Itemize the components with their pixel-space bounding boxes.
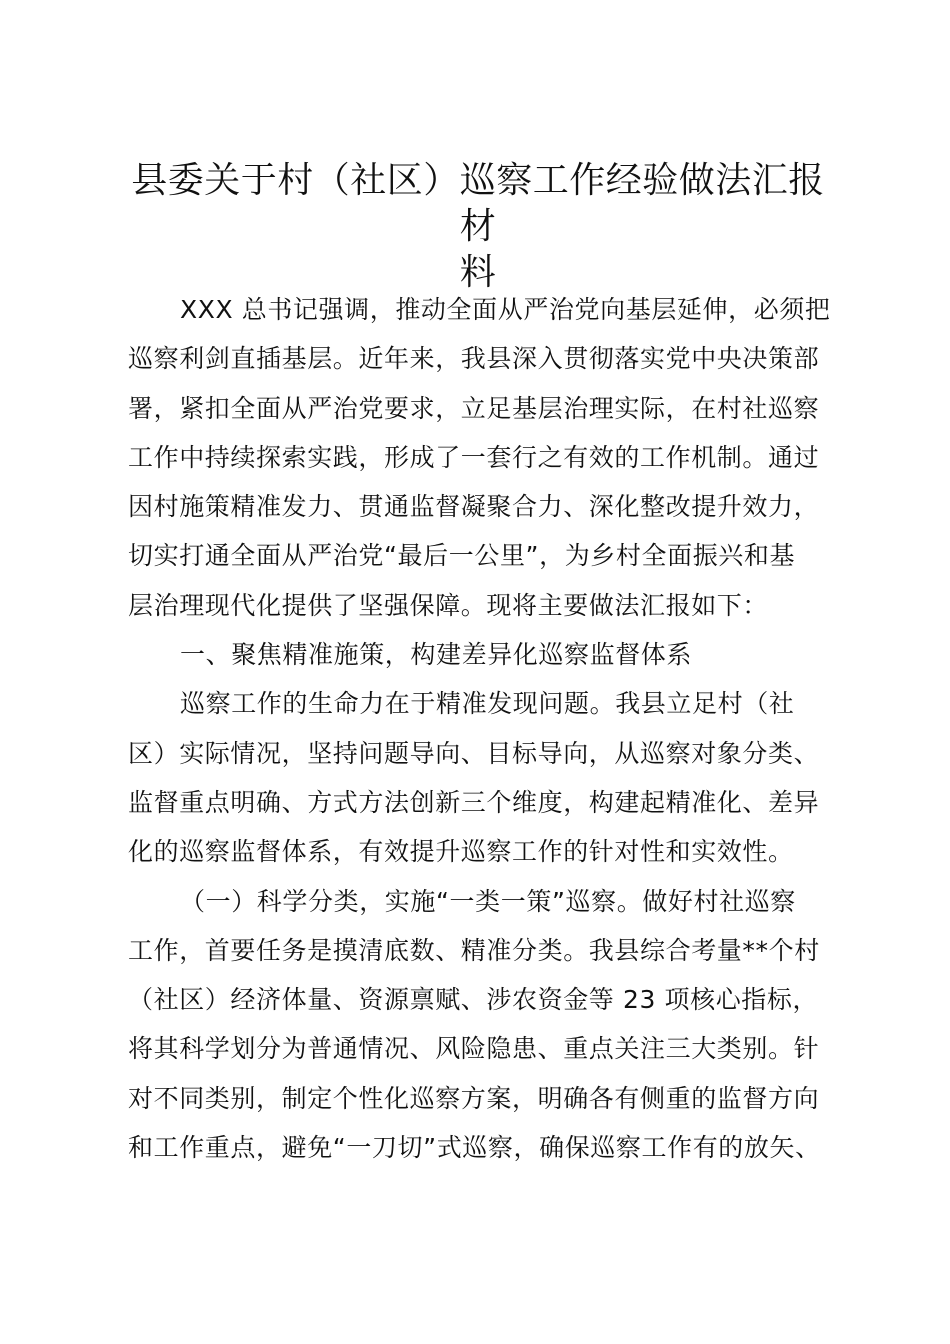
paragraph-intro-line: 因村施策精准发力、贯通监督凝聚合力、深化整改提升效力， [128, 492, 820, 522]
paragraph-intro-line: 层治理现代化提供了坚强保障。现将主要做法汇报如下： [128, 590, 769, 620]
paragraph-subsection-line: （社区）经济体量、资源禀赋、涉农资金等 23 项核心指标， [128, 985, 819, 1015]
paragraph-intro-line: 切实打通全面从严治党“最后一公里”，为乡村全面振兴和基 [128, 541, 796, 571]
paragraph-subsection-line: 将其科学划分为普通情况、风险隐患、重点关注三大类别。针 [128, 1034, 820, 1064]
paragraph-subsection-line: （一）科学分类，实施“一类一策”巡察。做好村社巡察 [180, 886, 796, 916]
section-heading-1: 一、聚焦精准施策，构建差异化巡察监督体系 [180, 640, 693, 670]
paragraph-section-line: 巡察工作的生命力在于精准发现问题。我县立足村（社 [180, 689, 795, 719]
paragraph-subsection-line: 对不同类别，制定个性化巡察方案，明确各有侧重的监督方向 [128, 1083, 820, 1113]
document-title [118, 158, 838, 296]
title-line-2: 料 [459, 252, 497, 293]
paragraph-section-line: 监督重点明确、方式方法创新三个维度，构建起精准化、差异 [128, 787, 820, 817]
paragraph-intro-line: 署，紧扣全面从严治党要求，立足基层治理实际，在村社巡察 [128, 393, 820, 423]
paragraph-intro-line: 工作中持续探索实践，形成了一套行之有效的工作机制。通过 [128, 442, 820, 472]
document-body [128, 285, 840, 1172]
paragraph-subsection-line: 和工作重点，避免“一刀切”式巡察，确保巡察工作有的放矢、 [128, 1133, 821, 1163]
title-line-1: 县委关于村（社区）巡察工作经验做法汇报材 [131, 160, 825, 247]
paragraph-intro-line: XXX 总书记强调，推动全面从严治党向基层延伸，必须把 [180, 295, 831, 324]
paragraph-subsection-line: 工作，首要任务是摸清底数、精准分类。我县综合考量**个村 [128, 935, 820, 965]
paragraph-intro-line: 巡察利剑直插基层。近年来，我县深入贯彻落实党中央决策部 [128, 344, 820, 374]
paragraph-section-line: 区）实际情况，坚持问题导向、目标导向，从巡察对象分类、 [128, 738, 820, 768]
paragraph-section-line: 化的巡察监督体系，有效提升巡察工作的针对性和实效性。 [128, 837, 794, 867]
